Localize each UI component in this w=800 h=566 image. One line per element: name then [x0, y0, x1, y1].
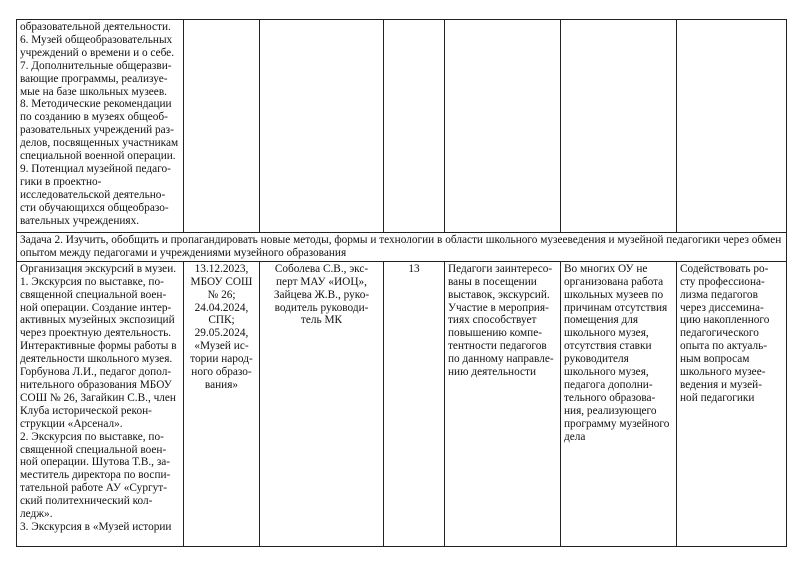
cell-empty — [445, 20, 561, 233]
cell-activity: Организация экскурсий в музеи. 1. Экскурсия по выставке, по- священной специальной воен- ной операции. Создание интер- активных музейных экспозиций через проектную деятельность. Интерактивные формы работы в деятельности школьного музея. Горбунова Л.И., педагог допол- нительного образования МБОУ СОШ № 26, Загайкин С.В., член Клуба исторической рекон- струкции «Арсенал». 2. Экскурсия по выставке, по- священной специальной воен- ной операции. Шутова Т.В., за- меститель директора по воспи- тательной работе АУ «Сургут- ский политехнический кол- ледж». 3. Экскурсия в «Музей истории — [17, 261, 184, 546]
cell-count: 13 — [384, 261, 445, 546]
table-row — [17, 20, 787, 233]
cell-empty — [260, 20, 384, 233]
cell-results: Педагоги заинтересо- ваны в посещении выставок, экскурсий. Участие в мероприя- тиях способствует повышению компе- тентности педагогов по данному направле- нию деятельности — [445, 261, 561, 546]
cell-empty — [677, 20, 787, 233]
cell-empty — [561, 20, 677, 233]
table-row — [17, 261, 787, 546]
task-2-heading: Задача 2. Изучить, обобщить и пропагандировать новые методы, формы и технологии в области школьного музееведения и музейной педагогики через обмен опытом между педагогами и учреждениями музейного образования — [17, 233, 787, 262]
cell-topics: образовательной деятельности. 6. Музей общеобразовательных учреждений о времени и о себе. 7. Дополнительные общеразви- вающие программы, реализуе- мые на базе школьных музеев. 8. Методические рекомендации по созданию в музеях общеоб- разовательных учреждений раз- делов, посвященных участникам специальной военной операции. 9. Потенциал музейной педаго- гики в проектно- исследовательской деятельно- сти обучающихся общеобразо- вательных учреждениях. — [17, 20, 184, 233]
cell-problems: Во многих ОУ не организована работа школьных музеев по причинам отсутствия помещения для школьного музея, отсутствия ставки руководителя школьного музея, педагога дополни- тельного образова- ния, реализующего программу музейного дела — [561, 261, 677, 546]
cell-empty — [184, 20, 260, 233]
task-row — [17, 233, 787, 262]
cell-dates: 13.12.2023, МБОУ СОШ № 26; 24.04.2024, СПК; 29.05.2024, «Музей ис- тории народ- ного образо- вания» — [184, 261, 260, 546]
cell-goals: Содействовать ро- сту профессиона- лизма педагогов через диссемина- цию накопленного педагогического опыта по актуаль- ным вопросам школьного музее- ведения и музей- ной педагогики — [677, 261, 787, 546]
cell-responsible: Соболева С.В., экс- перт МАУ «ИОЦ», Зайцева Ж.В., руко- водитель руководи- тель МК — [260, 261, 384, 546]
plan-table — [16, 19, 787, 547]
cell-empty — [384, 20, 445, 233]
